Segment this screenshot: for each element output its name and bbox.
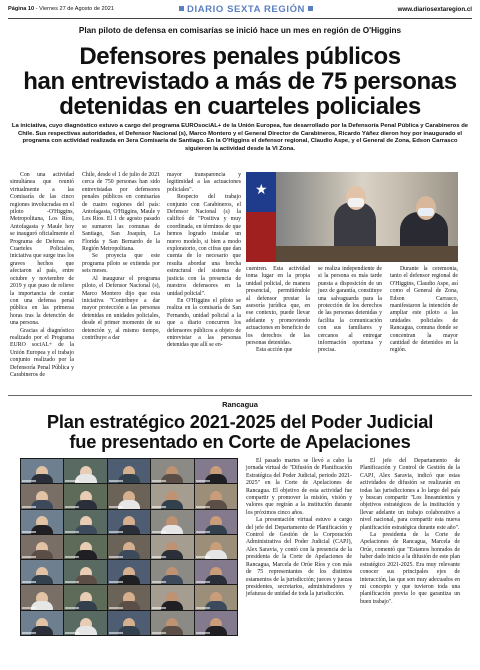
video-participant-tile <box>21 484 63 508</box>
video-participant-tile <box>151 459 193 483</box>
paragraph: Esta acción que <box>256 347 293 354</box>
video-participant-tile <box>21 560 63 584</box>
participant-name-tag <box>152 556 166 558</box>
website-link[interactable]: www.diariosextaregion.cl <box>397 6 472 13</box>
article2-headline-line: Plan estratégico 2021-2025 del Poder Judicial <box>46 411 434 432</box>
participant-name-tag <box>109 531 123 533</box>
participant-name-tag <box>22 531 36 533</box>
participant-name-tag <box>152 581 166 583</box>
participant-name-tag <box>22 632 36 634</box>
video-participant-tile <box>64 459 106 483</box>
article1-headline <box>8 44 472 119</box>
photo-desk <box>276 246 458 262</box>
participant-name-tag <box>109 556 123 558</box>
article1-column-5 <box>318 266 382 355</box>
participant-name-tag <box>152 607 166 609</box>
participant-name-tag <box>65 506 79 508</box>
article2-column-2 <box>360 458 460 606</box>
video-participant-tile <box>195 510 237 534</box>
video-participant-tile <box>151 611 193 635</box>
video-participant-tile <box>64 560 106 584</box>
video-participant-tile <box>195 484 237 508</box>
participant-name-tag <box>152 480 166 482</box>
participant-name-tag <box>65 480 79 482</box>
page-number: Página 10 <box>8 6 35 12</box>
video-call-photo <box>20 458 238 636</box>
article1-column-1 <box>10 172 74 379</box>
paragraph: La presentación virtual estuvo a cargo del jefe del Departamento de Planificación y Control de Gestión de la Corporación Administrativa del Poder Judicial (CAPJ), Alex Saravia, y contó con la presencia de la presidenta de la Corte de Apelaciones de Rancagua, Marcela de Orúe Ríos y con más de 75 representantes de los distintos estamentos de la jurisdicción; jueces y juezas presidentes, secretarios, administradores y jefaturas de unidad de toda la jurisdicción. <box>246 517 352 598</box>
video-participant-tile <box>21 585 63 609</box>
page-info <box>8 6 114 12</box>
article2-kicker: Rancagua <box>222 400 258 409</box>
participant-name-tag <box>109 480 123 482</box>
paragraph: Respecto del trabajo conjunto con Carabineros, el Defensor Nacional (s) la calificó de "Positiva y muy coordinada, en términos de que hemos logrado instalar un nuevo modelo, si bien a modo exploratorio, con cifras que dan cuenta de lo necesario que resulta abordar una brecha estructural del sistema de justicia con la presencia de nuestros defensores en la unidad policial". <box>167 194 241 297</box>
participant-name-tag <box>65 581 79 583</box>
page-header <box>8 5 472 18</box>
video-participant-tile <box>21 510 63 534</box>
article1-column-3 <box>167 172 241 350</box>
paragraph: El jefe del Departamento de Planificación y Control de Gestión de la CAPJ, Alex Saravia, indicó que estas actividades de difusión se realizarán en todas las jurisdicciones a lo largo del país y buscan compartir "Los lineamientos y objetivos estratégicos de la institución y llevar adelante un trabajo colaborativo a nivel nacional, para compartir esta nueva planificación estratégica durante este año". <box>360 458 460 531</box>
video-participant-tile <box>64 585 106 609</box>
video-participant-tile <box>195 560 237 584</box>
video-participant-tile <box>64 484 106 508</box>
face-mask <box>418 208 434 216</box>
participant-name-tag <box>65 607 79 609</box>
paragraph: Chile, desde el 1 de julio de 2021 cerca de 750 personas han sido entrevistadas por defensores penales públicos en comisarías de cuatro regiones del país: Antofagasta, O'Higgins, Maule y Los Ríos. El 1 de agosto pasado se sumaron las comunas de Santiago, San Joaquín, La Florida y San Bernardo de la Región Metropolitana. <box>82 172 160 253</box>
paragraph: El pasado martes se llevó a cabo la jornada virtual de "Difusión de Planificación Estratégica del Poder Judicial, periodo 2021-2025" en la Corte de Apelaciones de Rancagua. El objetivo de esta actividad fue compartir y promover la misión, visión y valores que regirán a la institución durante los próximos cinco años. <box>246 458 352 516</box>
participant-name-tag <box>22 480 36 482</box>
video-participant-tile <box>151 510 193 534</box>
video-participant-tile <box>108 484 150 508</box>
article1-column-6 <box>390 266 458 355</box>
participant-name-tag <box>65 556 79 558</box>
article1-photo <box>246 172 458 262</box>
participant-name-tag <box>152 632 166 634</box>
article2-column-1 <box>246 458 352 599</box>
paragraph: cuentren. Esta actividad toma lugar en la propia unidad policial, de manera presencial, permitiéndole al defensor prestar la asesoría jurídica que, en ese contexto, puede llevar adelante y promoviendo actuaciones en beneficio de los derechos de las personas detenidas. <box>246 266 310 347</box>
paragraph: Con una actividad simultánea que reunió virtualmente a las Comisaría de las cinco regiones involucradas en el piloto -O'Higgins, Metropolitana, Los Ríos, Antofagasta y Maule hoy se inauguró oficialmente el Programa de Defensa en Cuarteles Policiales, iniciativa que surge tras los graves hechos que afectaron al país, entre octubre y noviembre de 2019 y que puso de relieve la importancia de contar con una defensa penal pública en las primeras horas tras la detención de una persona. <box>10 172 74 327</box>
participant-name-tag <box>65 531 79 533</box>
face-mask <box>348 198 364 207</box>
participant-name-tag <box>196 607 210 609</box>
participant-name-tag <box>196 506 210 508</box>
video-participant-tile <box>108 611 150 635</box>
header-rule <box>8 18 472 19</box>
participant-name-tag <box>196 531 210 533</box>
masthead: DIARIO SEXTA REGIÓN <box>176 4 316 15</box>
video-participant-tile <box>195 459 237 483</box>
video-participant-tile <box>108 560 150 584</box>
video-participant-tile <box>64 510 106 534</box>
video-participant-tile <box>151 560 193 584</box>
issue-date: - Viernes 27 de Agosto de 2021 <box>34 6 114 12</box>
participant-name-tag <box>22 581 36 583</box>
article1-headline-line: Defensores penales públicos <box>79 43 401 70</box>
article2-headline-line: fue presentado en Corte de Apelaciones <box>69 431 411 452</box>
participant-name-tag <box>109 632 123 634</box>
video-participant-tile <box>21 535 63 559</box>
video-participant-tile <box>108 535 150 559</box>
video-participant-tile <box>108 459 150 483</box>
video-participant-tile <box>195 535 237 559</box>
paragraph: Se proyecta que este programa piloto se extienda por seis meses. <box>82 253 160 275</box>
video-participant-tile <box>195 585 237 609</box>
participant-name-tag <box>152 506 166 508</box>
paragraph: Gracias al diagnóstico realizado por el Programa EURO sociAL+ de la Unión Europea y el trabajo conjunto realizado por la Defensoría Penal Pública y Carabineros de <box>10 327 74 378</box>
participant-name-tag <box>22 607 36 609</box>
paragraph: En O'Higgins el piloto se realiza en la comisaría de San Fernando, unidad policial a la que a diario concurren los defensores públicos a objeto de entrevistar a las personas detenidas que allí se en- <box>167 297 241 349</box>
video-participant-tile <box>151 484 193 508</box>
participant-name-tag <box>196 581 210 583</box>
video-participant-tile <box>64 535 106 559</box>
article1-deck: La iniciativa, cuyo diagnóstico estuvo a cargo del programa EUROsociAL+ de la Unión Europea, fue desarrollado por la Defensoría Penal Pública y Carabineros de Chile. Sus respectivas autoridades, el Defensor Nacional (s), Marco Montero y el General Director de Carabineros, Ricardo Yáñez dieron hoy por inaugurado el programa con actividad realizada en 3era Comisaría de Santiago. En la O'Higgins el defensor regional, Claudio Aspe, y el General de Zona, Edson Carrasco siguieron la actividad desde la VI Zona. <box>11 123 469 152</box>
paragraph: La presidenta de la Corte de Apelaciones de Rancagua, Marcela de Orúe, comentó que "Estamos honrados de haber dado inicio a la difusión de este plan estratégico 2021-2025. Era muy relevante conocer sus principales ejes de interacción, las que son muy adecuados en mi concepto y que tuvieron toda una planificación previa lo que garantiza un buen trabajo". <box>360 532 460 605</box>
video-participant-tile <box>151 535 193 559</box>
flag-star-icon: ★ <box>255 183 268 198</box>
video-participant-tile <box>108 585 150 609</box>
video-participant-tile <box>195 611 237 635</box>
participant-name-tag <box>196 480 210 482</box>
section-rule <box>8 395 472 396</box>
article2-headline <box>8 412 472 452</box>
paragraph: se realiza independiente de si la persona es más tarde puesta a disposición de un juez de garantía, constituye una salvaguarda para la protección de los derechos de las personas detenidas y facilita la comunicación con sus familiares y cercanos al entregar información oportuna y precisa. <box>318 266 382 354</box>
participant-name-tag <box>196 556 210 558</box>
video-participant-tile <box>151 585 193 609</box>
article1-column-4 <box>246 266 310 355</box>
participant-name-tag <box>109 607 123 609</box>
video-participant-tile <box>108 510 150 534</box>
participant-name-tag <box>22 506 36 508</box>
participant-name-tag <box>22 556 36 558</box>
article1-headline-line: detenidas en cuarteles policiales <box>59 93 421 120</box>
paragraph: Al inaugurar el programa piloto, el Defensor Nacional (s), Marco Montero dijo que esta iniciativa "Contribuye a dar mayor protección a las personas detenidas en unidades policiales, desde el primer momento de su detención y, al mismo tiempo, contribuye a dar <box>82 275 160 341</box>
paragraph: mayor transparencia y legitimidad a las actuaciones policiales". <box>167 172 241 193</box>
video-participant-tile <box>21 611 63 635</box>
article1-kicker: Plan piloto de defensa en comisarías se inició hace un mes en región de O'Higgins <box>78 26 402 35</box>
participant-name-tag <box>196 632 210 634</box>
article1-column-2 <box>82 172 160 342</box>
article1-headline-line: han entrevistado a más de 75 personas <box>23 68 457 95</box>
video-participant-tile <box>21 459 63 483</box>
participant-name-tag <box>152 531 166 533</box>
video-participant-tile <box>64 611 106 635</box>
participant-name-tag <box>109 506 123 508</box>
participant-name-tag <box>65 632 79 634</box>
paragraph: Durante la ceremonia, tanto el defensor regional de O'Higgins, Claudio Aspe, así como el General de Zona, Edson Carrasco, manifestaron la intención de ampliar este piloto a las unidades policiales de Rancagua, comuna donde se concentran la mayor cantidad de detenidos en la región. <box>390 266 458 354</box>
participant-name-tag <box>109 581 123 583</box>
